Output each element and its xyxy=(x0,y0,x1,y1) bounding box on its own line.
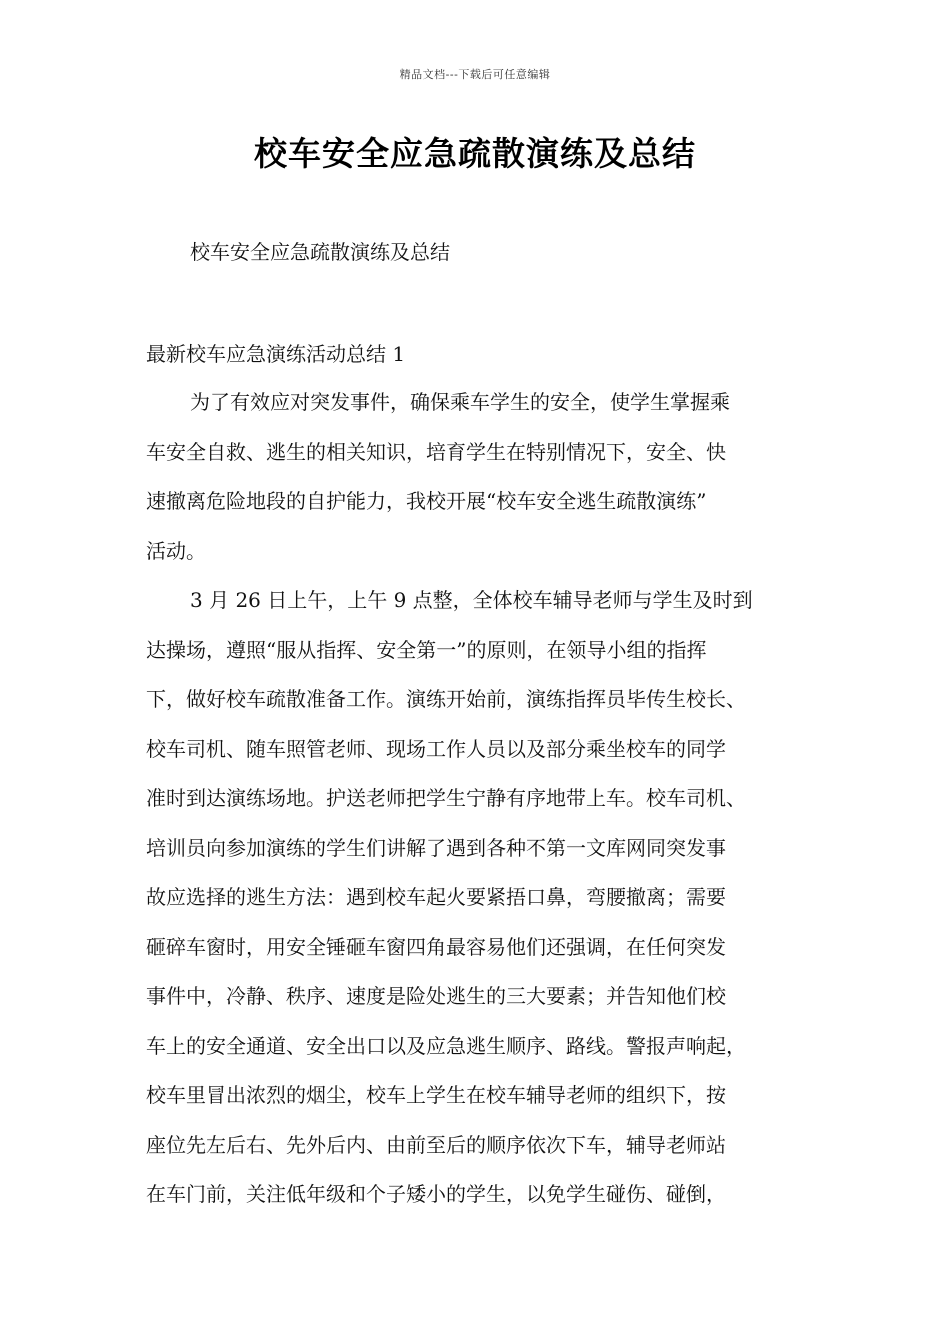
document-title: 校车安全应急疏散演练及总结 xyxy=(254,134,696,173)
paragraph-line: 下，做好校车疏散准备工作。演练开始前，演练指挥员毕传生校长、 xyxy=(146,687,746,711)
paragraph-line: 车安全自救、逃生的相关知识，培育学生在特别情况下，安全、快 xyxy=(146,439,726,464)
paragraph-line: 故应选择的逃生方法：遇到校车起火要紧捂口鼻，弯腰撤离；需要 xyxy=(146,885,726,909)
page-header-note: 精品文档---下载后可任意编辑 xyxy=(399,68,551,81)
paragraph-2 xyxy=(146,582,806,1226)
paragraph-line: 座位先左后右、先外后内、由前至后的顺序依次下车，辅导老师站 xyxy=(146,1132,726,1157)
paragraph-line: 培训员向参加演练的学生们讲解了遇到各种不第一文库网同突发事 xyxy=(146,835,726,860)
section-heading: 最新校车应急演练活动总结 1 xyxy=(146,342,406,366)
document-body xyxy=(146,384,806,1226)
paragraph-line: 为了有效应对突发事件，确保乘车学生的安全，使学生掌握乘 xyxy=(190,390,730,414)
paragraph-line: 车上的安全通道、安全出口以及应急逃生顺序、路线。警报声响起， xyxy=(146,1033,746,1058)
paragraph-line: 准时到达演练场地。护送老师把学生宁静有序地带上车。校车司机、 xyxy=(146,786,746,810)
paragraph-line: 速撤离危险地段的自护能力，我校开展“校车安全逃生疏散演练” xyxy=(146,489,707,513)
paragraph-line: 在车门前，关注低年级和个子矮小的学生，以免学生碰伤、碰倒， xyxy=(146,1182,726,1206)
paragraph-line: 活动。 xyxy=(146,538,206,563)
document-subtitle: 校车安全应急疏散演练及总结 xyxy=(190,240,450,264)
paragraph-line: 校车司机、随车照管老师、现场工作人员以及部分乘坐校车的同学 xyxy=(146,736,726,761)
paragraph-1 xyxy=(146,384,806,582)
paragraph-line: 砸碎车窗时，用安全锤砸车窗四角最容易他们还强调，在任何突发 xyxy=(146,934,726,959)
paragraph-line: 达操场，遵照“服从指挥、安全第一”的原则，在领导小组的指挥 xyxy=(146,637,707,662)
paragraph-line: 事件中，冷静、秩序、速度是险处逃生的三大要素；并告知他们校 xyxy=(146,984,726,1008)
paragraph-line: 3 月 26 日上午，上午 9 点整，全体校车辅导老师与学生及时到 xyxy=(190,588,753,612)
paragraph-line: 校车里冒出浓烈的烟尘，校车上学生在校车辅导老师的组织下，按 xyxy=(146,1083,726,1107)
